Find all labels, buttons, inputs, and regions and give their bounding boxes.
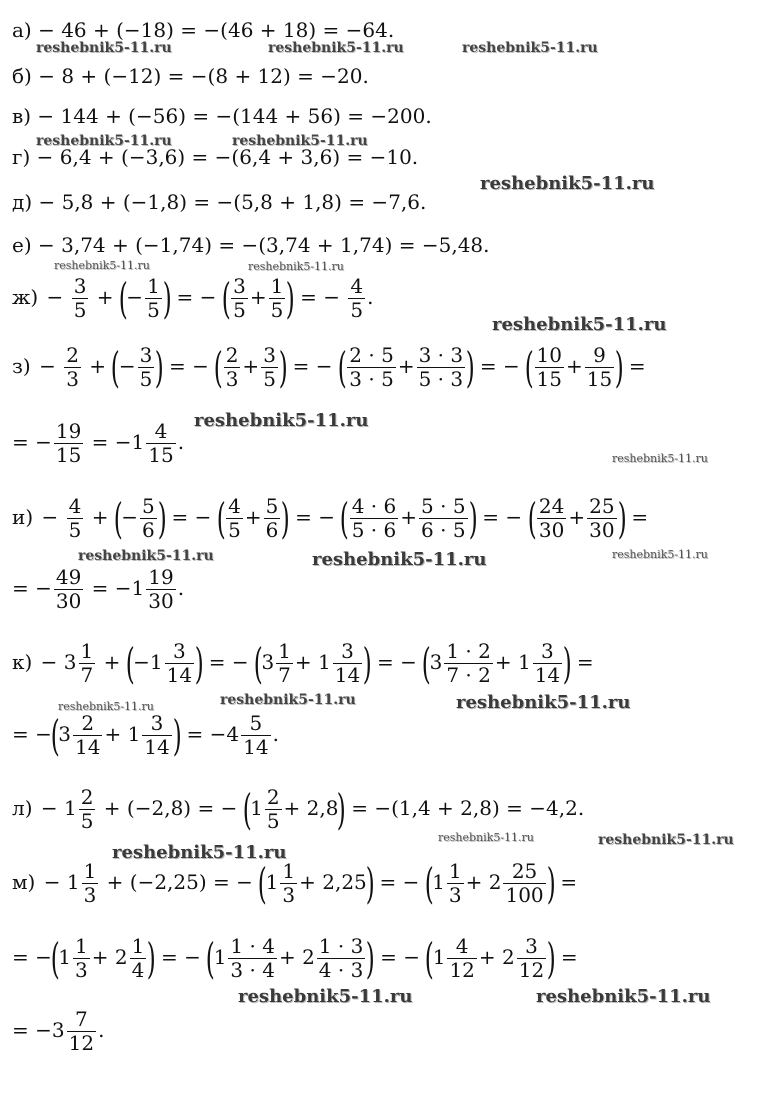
solution-zh: ж) − $\frac{3}{5}$ + (− $\frac{1}{5}$ ) = − ( $\frac{3}{5}$ + $\frac{1}{5}$ ) = − $\frac{4}{5}$ . — [12, 273, 374, 323]
watermark: reshebnik5-11.ru — [480, 173, 655, 194]
watermark: reshebnik5-11.ru — [238, 986, 413, 1007]
watermark: reshebnik5-11.ru — [456, 692, 631, 713]
watermark: reshebnik5-11.ru — [462, 40, 598, 56]
watermark: reshebnik5-11.ru — [220, 692, 356, 708]
watermark: reshebnik5-11.ru — [612, 452, 708, 465]
solution-z-cont: = − $\frac{19}{15}$ = −1 $\frac{4}{15}$ . — [12, 419, 185, 467]
watermark: reshebnik5-11.ru — [438, 831, 534, 844]
watermark: reshebnik5-11.ru — [612, 548, 708, 561]
label-z: з) — [12, 354, 31, 378]
solution-d: д) − 5,8 + (−1,8) = −(5,8 + 1,8) = −7,6. — [12, 190, 427, 214]
solution-v: в) − 144 + (−56) = −(144 + 56) = −200. — [12, 104, 432, 128]
solution-m: м) − 1 $\frac{1}{3}$ + (−2,25) = − (1 $\frac{1}{3}$ + 2,25) = − (1 $\frac{1}{3}$ + 2 $\frac{25}{100}$ ) = — [12, 858, 578, 908]
watermark: reshebnik5-11.ru — [78, 548, 214, 564]
label-l: л) — [12, 796, 33, 820]
solution-a: а) − 46 + (−18) = −(46 + 18) = −64. — [12, 18, 395, 42]
solution-b: б) − 8 + (−12) = −(8 + 12) = −20. — [12, 64, 369, 88]
watermark: reshebnik5-11.ru — [492, 314, 667, 335]
watermark: reshebnik5-11.ru — [54, 259, 150, 272]
watermark: reshebnik5-11.ru — [58, 700, 154, 713]
solution-m-cont2: = −3 $\frac{7}{12}$ . — [12, 1007, 105, 1055]
watermark: reshebnik5-11.ru — [598, 832, 734, 848]
solution-i: и) − $\frac{4}{5}$ + (− $\frac{5}{6}$ ) = − ( $\frac{4}{5}$ + $\frac{5}{6}$ ) = − ( $\frac{4 \cdot 6}{5 \cdot 6}$ + $\frac{5 \cdot 5}{6 \cdot 5}$ ) = − ( $\frac{24}{30}$ + $\frac{25}{30}$ ) = — [12, 493, 649, 543]
solution-k: к) − 3 $\frac{1}{7}$ + (−1 $\frac{3}{14}$ ) = − (3 $\frac{1}{7}$ + 1 $\frac{3}{14}$ ) = − (3 $\frac{1 \cdot 2}{7 \cdot 2}$ + 1 $\frac{3}{14}$ ) = — [12, 638, 594, 688]
solution-l: л) − 1 $\frac{2}{5}$ + (−2,8) = − (1 $\frac{2}{5}$ + 2,8) = −(1,4 + 2,8) = −4,2. — [12, 784, 585, 834]
watermark: reshebnik5-11.ru — [312, 549, 487, 570]
watermark: reshebnik5-11.ru — [36, 40, 172, 56]
solution-k-cont: = −(3 $\frac{2}{14}$ + 1 $\frac{3}{14}$ ) = −4 $\frac{5}{14}$ . — [12, 710, 279, 760]
label-m: м) — [12, 870, 36, 894]
watermark: reshebnik5-11.ru — [194, 410, 369, 431]
watermark: reshebnik5-11.ru — [36, 133, 172, 149]
watermark: reshebnik5-11.ru — [536, 986, 711, 1007]
watermark: reshebnik5-11.ru — [232, 133, 368, 149]
solution-m-cont: = −(1 $\frac{1}{3}$ + 2 $\frac{1}{4}$ ) = − (1 $\frac{1 \cdot 4}{3 \cdot 4}$ + 2 $\frac{1 \cdot 3}{4 \cdot 3}$ ) = − (1 $\frac{4}{12}$ + 2 $\frac{3}{12}$ ) = — [12, 933, 578, 983]
label-zh: ж) — [12, 285, 39, 309]
solution-g: г) − 6,4 + (−3,6) = −(6,4 + 3,6) = −10. — [12, 145, 419, 169]
label-i: и) — [12, 505, 34, 529]
solution-i-cont: = − $\frac{49}{30}$ = −1 $\frac{19}{30}$ . — [12, 565, 185, 613]
watermark: reshebnik5-11.ru — [112, 842, 287, 863]
solution-z: з) − $\frac{2}{3}$ + (− $\frac{3}{5}$ ) = − ( $\frac{2}{3}$ + $\frac{3}{5}$ ) = − ( $\frac{2 \cdot 5}{3 \cdot 5}$ + $\frac{3 \cdot 3}{5 \cdot 3}$ ) = − ( $\frac{10}{15}$ + $\frac{9}{15}$ ) = — [12, 342, 646, 392]
watermark: reshebnik5-11.ru — [268, 40, 404, 56]
watermark: reshebnik5-11.ru — [248, 260, 344, 273]
solution-e: е) − 3,74 + (−1,74) = −(3,74 + 1,74) = −5,48. — [12, 233, 490, 257]
label-k: к) — [12, 650, 33, 674]
